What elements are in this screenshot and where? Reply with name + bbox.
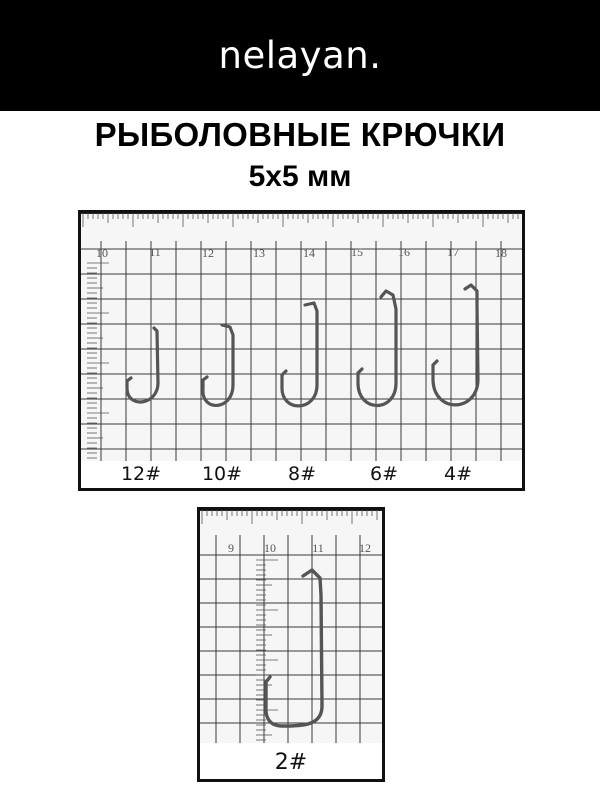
product-title: РЫБОЛОВНЫЕ КРЮЧКИ bbox=[94, 116, 506, 153]
hook-size-label: 12# bbox=[120, 463, 162, 485]
ruler-number: 11 bbox=[149, 245, 161, 259]
ruler-number: 10 bbox=[264, 541, 276, 555]
ruler-number: 11 bbox=[312, 541, 324, 555]
hooks-photo-sizes-12-to-4 bbox=[78, 210, 525, 491]
ruler-number: 16 bbox=[398, 245, 410, 259]
grid-size-subtitle: 5х5 мм bbox=[248, 160, 352, 193]
hook-size-label: 4# bbox=[443, 463, 472, 485]
ruler-number: 12 bbox=[202, 246, 214, 260]
hook-size-label: 2# bbox=[274, 750, 308, 775]
ruler-number: 15 bbox=[351, 245, 363, 259]
ruler-number: 13 bbox=[253, 246, 265, 260]
brand-header bbox=[0, 0, 600, 111]
hook-size-label: 8# bbox=[287, 463, 316, 485]
hook-size-label: 6# bbox=[369, 463, 398, 485]
brand-logo: nelayan. bbox=[218, 34, 382, 77]
ruler-number: 18 bbox=[495, 246, 507, 260]
hook-photo-size-2 bbox=[197, 507, 385, 782]
ruler-number: 9 bbox=[228, 541, 234, 555]
hook-size-label: 10# bbox=[201, 463, 243, 485]
ruler-number: 12 bbox=[359, 541, 371, 555]
ruler-number: 10 bbox=[96, 246, 108, 260]
ruler-number: 17 bbox=[447, 245, 459, 259]
ruler-number: 14 bbox=[303, 246, 315, 260]
